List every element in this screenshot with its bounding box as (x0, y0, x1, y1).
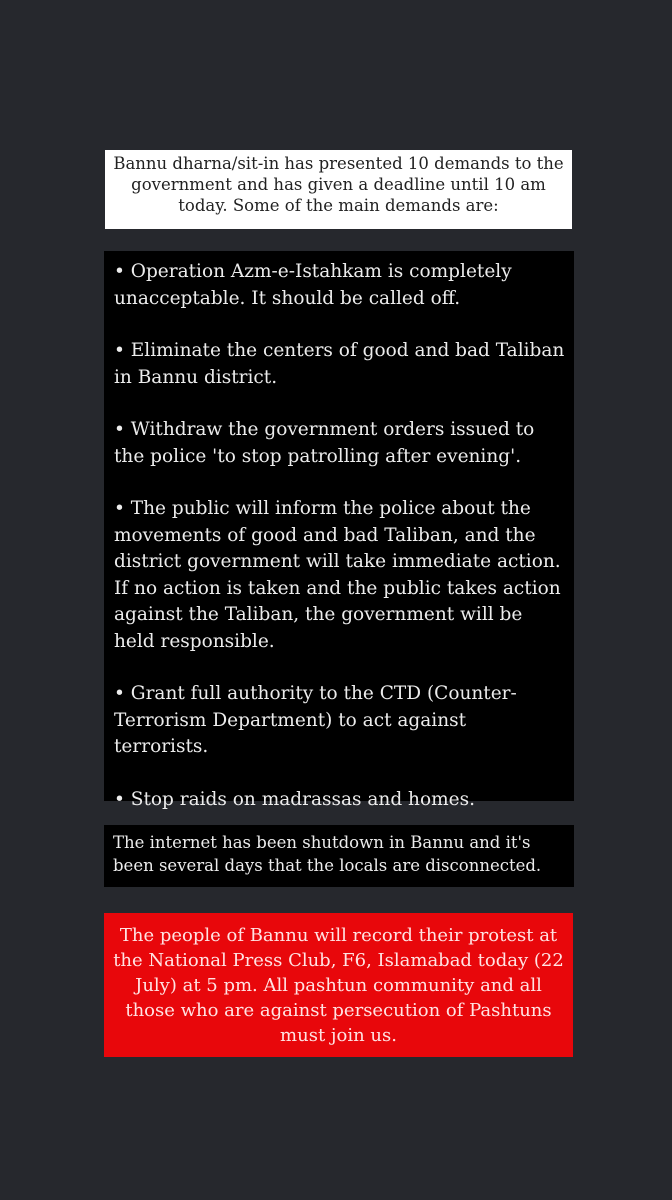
intro-caption (105, 150, 572, 229)
demand-item: • Withdraw the government orders issued to the police 'to stop patrolling after evening'. (114, 419, 535, 467)
demand-item: • Stop raids on madrassas and homes. (114, 788, 475, 810)
intro-text: Bannu dharna/sit-in has presented 10 demands to the government and has given a deadline until 10 am today. Some of the main demands are: (113, 154, 564, 215)
demand-item: • Grant full authority to the CTD (Counter-Terrorism Department) to act against terrorists. (114, 683, 517, 757)
demand-item: • Eliminate the centers of good and bad Taliban in Bannu district. (114, 340, 565, 388)
internet-shutdown-caption (104, 825, 574, 887)
demands-list (104, 251, 574, 810)
demand-item: • The public will inform the police about the movements of good and bad Taliban, and the district government will take immediate action. If no action is taken and the public takes action against the Taliban, the government will be held responsible. (114, 498, 561, 652)
protest-announcement (104, 913, 573, 1057)
demand-item: • Operation Azm-e-Istahkam is completely unacceptable. It should be called off. (114, 261, 512, 309)
internet-text: The internet has been shutdown in Bannu and it's been several days that the locals are disconnected. (113, 833, 542, 875)
protest-text: The people of Bannu will record their protest at the National Press Club, F6, Islamabad today (22 July) at 5 pm. All pashtun community and all those who are against persecution of Pashtuns must join us. (113, 925, 564, 1046)
